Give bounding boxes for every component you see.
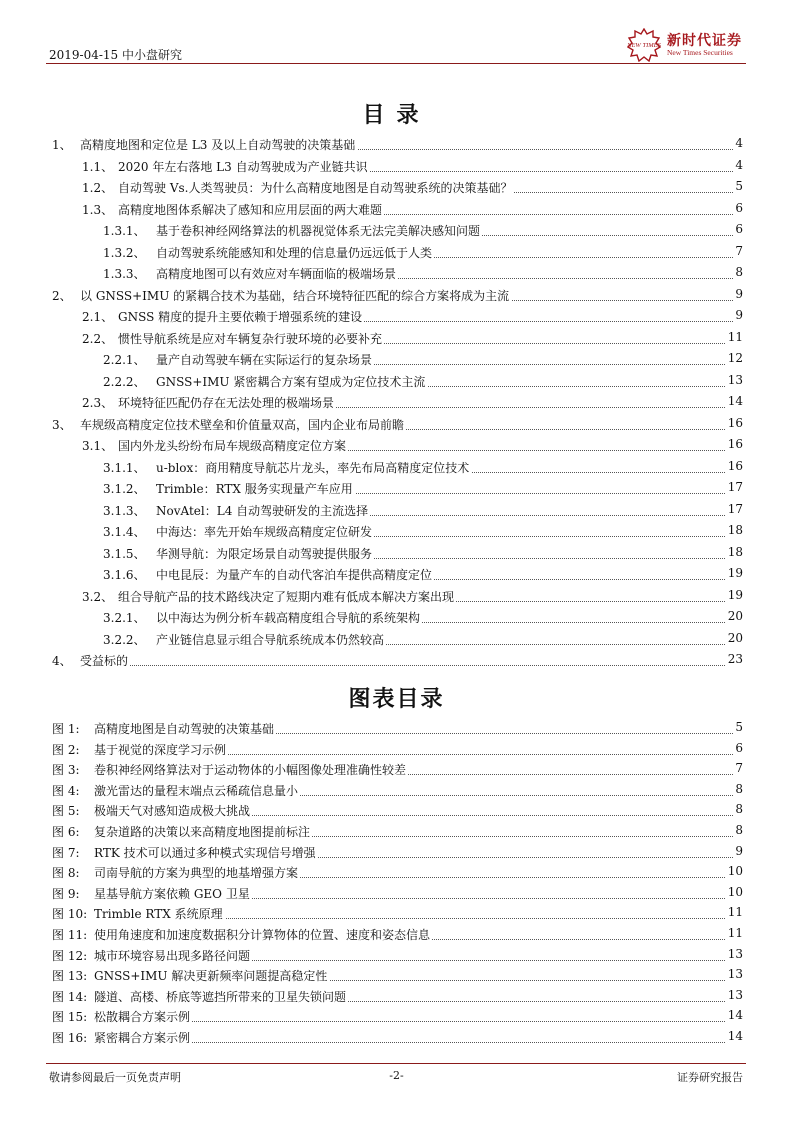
figure-entry[interactable] <box>0 967 793 989</box>
toc-entry-page: 16 <box>727 415 743 430</box>
toc-entry-text: 组合导航产品的技术路线决定了短期内难有低成本解决方案出现 <box>118 589 455 604</box>
toc-entry[interactable] <box>0 373 793 395</box>
toc-entry-text: 国内外龙头纷纷布局车规级高精度定位方案 <box>118 439 347 453</box>
figure-entry-number: 图 16: <box>52 1031 88 1045</box>
figure-entry-text: 隧道、高楼、桥底等遮挡所带来的卫星失锁问题 <box>94 989 347 1004</box>
toc-entry-page: 14 <box>727 394 743 408</box>
toc-entry-page: 8 <box>735 265 743 279</box>
toc-entry[interactable] <box>0 330 793 352</box>
toc-entry[interactable] <box>0 158 793 180</box>
toc-entry-text: Trimble：RTX 服务实现量产车应用 <box>156 482 353 496</box>
toc-entry-page: 18 <box>727 544 743 559</box>
toc-entry-page: 23 <box>727 652 743 666</box>
figure-entry[interactable] <box>0 823 793 845</box>
figure-entry-number: 图 7: <box>52 845 80 860</box>
toc-entry[interactable] <box>0 652 793 674</box>
toc-entry[interactable] <box>0 609 793 631</box>
figure-entry-page: 8 <box>735 823 743 837</box>
toc-entry-text: 高精度地图和定位是 L3 及以上自动驾驶的决策基础 <box>80 138 356 152</box>
figure-entry-text: 使用角速度和加速度数据积分计算物体的位置、速度和姿态信息 <box>94 928 431 942</box>
toc-entry[interactable] <box>0 222 793 244</box>
toc-entry[interactable] <box>0 588 793 610</box>
figure-entry-number: 图 9: <box>52 886 80 901</box>
figure-entry-leader <box>110 1042 741 1043</box>
toc-entry-text: 自动驾驶 Vs.人类驾驶员：为什么高精度地图是自动驾驶系统的决策基础？ <box>118 181 513 195</box>
toc-entry-text: GNSS+IMU 紧密耦合方案有望成为定位技术主流 <box>156 374 426 389</box>
toc-entry-number: 3.1.5、 <box>103 546 146 561</box>
toc-entry[interactable] <box>0 459 793 481</box>
toc-entry-page: 19 <box>727 566 743 580</box>
toc-entry-text: GNSS 精度的提升主要依赖于增强系统的建设 <box>118 310 363 324</box>
figure-entry-text: 高精度地图是自动驾驶的决策基础 <box>94 722 275 736</box>
figure-entry-text: 基于视觉的深度学习示例 <box>94 742 227 757</box>
toc-entry[interactable] <box>0 566 793 588</box>
toc-entry[interactable] <box>0 308 793 330</box>
toc-entry-text: 中海达：率先开始车规级高精度定位研发 <box>156 525 373 539</box>
toc-entry-page: 6 <box>735 222 743 236</box>
toc-entry-number: 1.3.3、 <box>103 267 146 281</box>
figure-entry[interactable] <box>0 885 793 907</box>
toc-entry-number: 3.1.1、 <box>103 460 146 475</box>
toc-entry-text: 高精度地图可以有效应对车辆面临的极端场景 <box>156 267 397 281</box>
figure-entry-number: 图 13: <box>52 969 88 984</box>
figures-title: 图表目录 <box>348 687 445 712</box>
toc-entry-number: 3.1.4、 <box>103 525 146 539</box>
toc-entry-text: 自动驾驶系统能感知和处理的信息量仍远远低于人类 <box>156 245 433 260</box>
toc-entry-number: 3.2.2、 <box>103 632 146 647</box>
figure-entry-page: 8 <box>735 781 743 796</box>
logo-badge-icon <box>627 28 661 62</box>
toc-entry-text: 基于卷积神经网络算法的机器视觉体系无法完美解决感知问题 <box>156 224 481 238</box>
figure-entry-page: 5 <box>735 720 743 734</box>
toc-entry[interactable] <box>0 244 793 266</box>
toc-entry[interactable] <box>0 351 793 373</box>
toc-entry-number: 1.3.1、 <box>103 224 146 238</box>
toc-entry-page: 5 <box>735 179 743 193</box>
toc-entry-page: 17 <box>727 480 743 494</box>
footer-disclaimer: 敬请参阅最后一页免责声明 <box>49 1071 181 1084</box>
figure-entry-page: 14 <box>727 1029 743 1043</box>
toc-entry-page: 11 <box>727 329 743 344</box>
footer-page-number: -2- <box>389 1069 404 1082</box>
toc-entry[interactable] <box>0 416 793 438</box>
figure-entry-text: Trimble RTX 系统原理 <box>94 907 223 922</box>
toc-entry[interactable] <box>0 631 793 653</box>
figure-entry[interactable] <box>0 1029 793 1051</box>
figure-entry-number: 图 15: <box>52 1010 88 1025</box>
figure-entry-page: 9 <box>735 843 743 858</box>
figure-entry-number: 图 11: <box>52 928 88 942</box>
toc-entry-number: 2.2.2、 <box>103 374 146 389</box>
toc-entry-page: 4 <box>735 136 743 150</box>
toc-title: 目录 <box>362 103 431 128</box>
toc-entry[interactable] <box>0 201 793 223</box>
toc-entry-page: 19 <box>727 587 743 602</box>
toc-entry-number: 3.1.3、 <box>103 503 146 518</box>
figure-entry-number: 图 8: <box>52 866 80 881</box>
figure-entry-page: 6 <box>735 740 743 755</box>
figure-entry-text: 司南导航的方案为典型的地基增强方案 <box>94 866 299 881</box>
figure-entry-text: 极端天气对感知造成极大挑战 <box>94 804 251 819</box>
toc-entry-text: 产业链信息显示组合导航系统成本仍然较高 <box>156 632 385 647</box>
figure-entry-number: 图 4: <box>52 783 80 798</box>
toc-entry-number: 4、 <box>52 654 72 668</box>
toc-entry-text: u-blox：商用精度导航芯片龙头，率先布局高精度定位技术 <box>156 460 470 475</box>
toc-entry-text: 华测导航：为限定场景自动驾驶提供服务 <box>156 546 373 561</box>
toc-entry-number: 2.2、 <box>82 331 114 346</box>
figure-entry-number: 图 14: <box>52 989 88 1004</box>
toc-entry-number: 1.2、 <box>82 181 114 195</box>
toc-entry-page: 13 <box>727 372 743 387</box>
logo-badge-text: NEW TIMES <box>627 42 661 49</box>
figure-entry-page: 7 <box>735 761 743 776</box>
figure-entry-page: 11 <box>727 926 743 940</box>
toc-entry[interactable] <box>0 179 793 201</box>
toc-entry-number: 1、 <box>52 138 72 152</box>
toc-entry[interactable] <box>0 545 793 567</box>
figure-entry-text: 复杂道路的决策以来高精度地图提前标注 <box>94 825 311 839</box>
figure-entry[interactable] <box>0 926 793 948</box>
figure-entry-page: 14 <box>727 1008 743 1023</box>
figure-entry[interactable] <box>0 864 793 886</box>
toc-entry-page: 18 <box>727 523 743 537</box>
company-logo <box>627 28 747 62</box>
figure-entry[interactable] <box>0 905 793 927</box>
toc-entry-text: 2020 年左右落地 L3 自动驾驶成为产业链共识 <box>118 159 368 174</box>
figure-entry-number: 图 10: <box>52 907 88 922</box>
toc-entry-number: 1.3、 <box>82 202 114 217</box>
figure-entry[interactable] <box>0 844 793 866</box>
toc-entry[interactable] <box>0 287 793 309</box>
toc-entry-text: 高精度地图体系解决了感知和应用层面的两大难题 <box>118 202 383 217</box>
figure-entry[interactable] <box>0 802 793 824</box>
toc-entry[interactable] <box>0 437 793 459</box>
figure-entry-text: 松散耦合方案示例 <box>94 1010 191 1025</box>
toc-entry-page: 20 <box>727 609 743 623</box>
header-rule <box>46 63 746 64</box>
toc-entry-text: 量产自动驾驶车辆在实际运行的复杂场景 <box>156 353 373 367</box>
toc-entry-text: 以中海达为例分析车载高精度组合导航的系统架构 <box>156 611 421 625</box>
toc-entry-page: 7 <box>735 243 743 258</box>
toc-entry-text: NovAtel：L4 自动驾驶研发的主流选择 <box>156 503 369 518</box>
figure-entry-text: 卷积神经网络算法对于运动物体的小幅图像处理准确性较差 <box>94 763 407 778</box>
toc-entry-leader <box>100 665 741 666</box>
toc-entry-page: 9 <box>735 308 743 322</box>
figure-entry[interactable] <box>0 947 793 969</box>
toc-entry-page: 16 <box>727 458 743 473</box>
figure-entry-page: 13 <box>727 967 743 982</box>
figure-entry-number: 图 6: <box>52 825 80 839</box>
toc-entry-page: 9 <box>735 286 743 301</box>
toc-entry-page: 20 <box>727 630 743 645</box>
logo-chinese-name: 新时代证券 <box>667 33 742 49</box>
toc-entry[interactable] <box>0 136 793 158</box>
figure-entry[interactable] <box>0 761 793 783</box>
toc-entry-number: 1.1、 <box>82 159 114 174</box>
toc-entry-text: 惯性导航系统是应对车辆复杂行驶环境的必要补充 <box>118 331 383 346</box>
header-date-dept: 2019-04-15 中小盘研究 <box>49 48 183 62</box>
toc-entry[interactable] <box>0 523 793 545</box>
toc-entry[interactable] <box>0 265 793 287</box>
figure-entry-page: 13 <box>727 946 743 961</box>
footer-report-type: 证券研究报告 <box>677 1071 743 1084</box>
toc-entry-number: 1.3.2、 <box>103 245 146 260</box>
figure-entry[interactable] <box>0 1008 793 1030</box>
figure-entry-page: 11 <box>727 905 743 920</box>
toc-entry-text: 环境特征匹配仍存在无法处理的极端场景 <box>118 396 335 410</box>
figure-entry-text: 紧密耦合方案示例 <box>94 1031 191 1045</box>
logo-english-name: New Times Securities <box>667 48 733 57</box>
toc-entry[interactable] <box>0 502 793 524</box>
toc-entry-number: 2.3、 <box>82 396 114 410</box>
toc-entry-text: 中电昆辰：为量产车的自动代客泊车提供高精度定位 <box>156 568 433 582</box>
figure-entry-page: 8 <box>735 802 743 817</box>
figure-entry-text: GNSS+IMU 解决更新频率问题提高稳定性 <box>94 969 328 984</box>
toc-entry[interactable] <box>0 480 793 502</box>
figure-entry-number: 图 3: <box>52 763 80 778</box>
toc-entry-number: 3、 <box>52 417 72 432</box>
toc-entry-number: 3.1.2、 <box>103 482 146 496</box>
figure-entry-page: 10 <box>727 864 743 879</box>
toc-entry-number: 3.1、 <box>82 439 114 453</box>
figure-entry-page: 13 <box>727 987 743 1002</box>
figure-entry[interactable] <box>0 782 793 804</box>
toc-entry-text: 车规级高精度定位技术壁垒和价值量双高，国内企业布局前瞻 <box>80 417 405 432</box>
figure-entry-text: 城市环境容易出现多路径问题 <box>94 948 251 963</box>
figure-entry-text: 激光雷达的量程末端点云稀疏信息量小 <box>94 783 299 798</box>
toc-entry[interactable] <box>0 394 793 416</box>
figure-entry-page: 10 <box>727 884 743 899</box>
toc-entry-page: 6 <box>735 200 743 215</box>
figure-entry-text: 星基导航方案依赖 GEO 卫星 <box>94 886 250 901</box>
figure-entry[interactable] <box>0 741 793 763</box>
figure-entry-text: RTK 技术可以通过多种模式实现信号增强 <box>94 845 316 860</box>
figure-entry[interactable] <box>0 988 793 1010</box>
figure-entry-number: 图 5: <box>52 804 80 819</box>
toc-entry-page: 12 <box>727 351 743 365</box>
toc-entry-text: 受益标的 <box>80 654 129 668</box>
toc-entry-page: 4 <box>735 157 743 172</box>
figure-entry-number: 图 2: <box>52 742 80 757</box>
figure-entry-number: 图 12: <box>52 948 88 963</box>
toc-entry-page: 17 <box>727 501 743 516</box>
page-header <box>0 0 793 64</box>
toc-entry-page: 16 <box>727 437 743 451</box>
figure-entry-number: 图 1: <box>52 722 80 736</box>
toc-entry-text: 以 GNSS+IMU 的紧耦合技术为基础，结合环境特征匹配的综合方案将成为主流 <box>80 288 510 303</box>
toc-entry-number: 2、 <box>52 288 72 303</box>
toc-entry-number: 3.1.6、 <box>103 568 146 582</box>
figure-entry[interactable] <box>0 720 793 742</box>
toc-entry-number: 3.2、 <box>82 589 114 604</box>
figure-entry-leader <box>110 1021 741 1022</box>
toc-entry-number: 2.1、 <box>82 310 114 324</box>
toc-entry-number: 2.2.1、 <box>103 353 146 367</box>
toc-entry-number: 3.2.1、 <box>103 611 146 625</box>
footer-rule <box>46 1063 746 1064</box>
